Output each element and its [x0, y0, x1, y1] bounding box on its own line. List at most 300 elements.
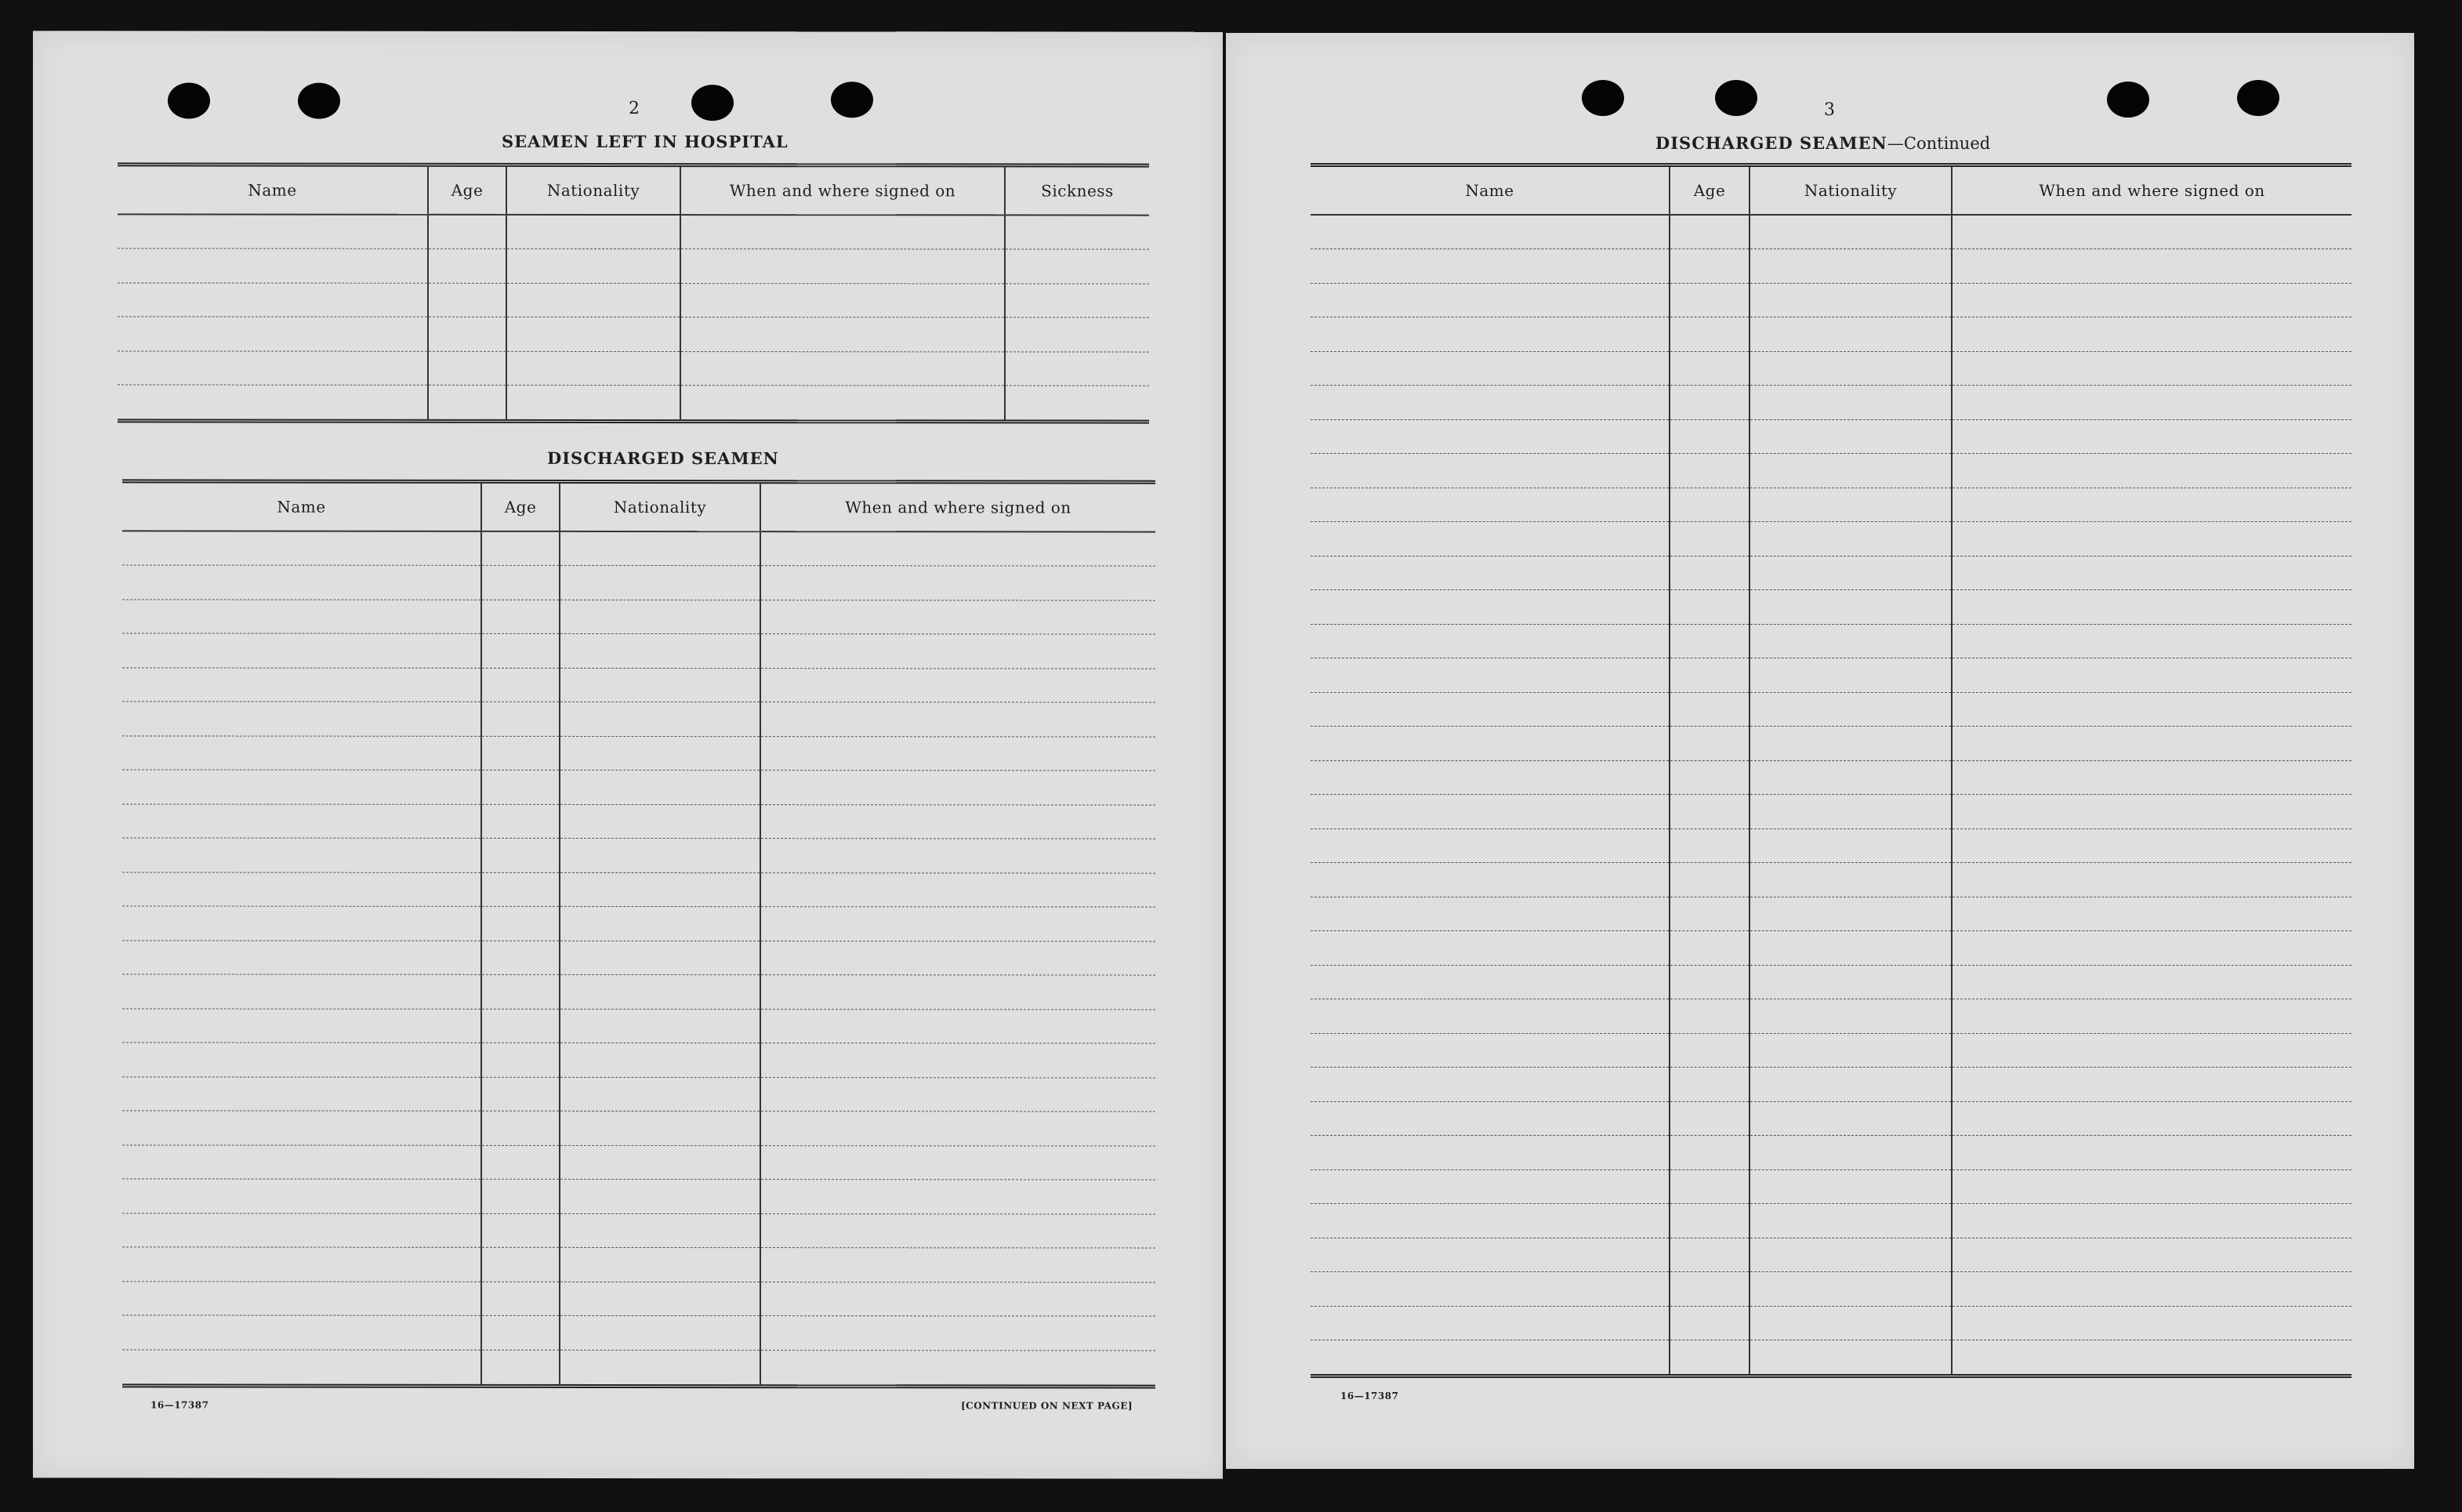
table-row [1311, 1136, 2351, 1170]
column-header-signed-on: When and where signed on [760, 484, 1155, 531]
table-cell [1005, 386, 1149, 420]
table-cell [760, 1009, 1155, 1043]
table-cell [122, 1179, 481, 1213]
table-cell [1952, 1033, 2351, 1068]
table-row [1311, 727, 2351, 761]
table-cell [560, 1247, 760, 1282]
table-cell [1311, 931, 1670, 966]
table-cell [506, 351, 680, 386]
table-cell [1750, 522, 1952, 557]
table-cell [560, 1077, 760, 1111]
form-number: 16—17387 [1340, 1391, 1399, 1401]
table-row [1311, 419, 2351, 454]
table-cell [122, 770, 481, 804]
table-cell [122, 702, 481, 736]
table-cell [680, 386, 1005, 420]
column-header-age: Age [428, 167, 506, 215]
table-cell [760, 702, 1155, 737]
column-header-nationality: Nationality [506, 167, 680, 215]
table-row [122, 770, 1155, 805]
table-cell [1952, 1068, 2351, 1102]
table-cell [118, 317, 428, 351]
table-cell [1311, 999, 1670, 1034]
table-cell [1311, 283, 1670, 317]
table-cell [118, 214, 428, 248]
table-cell [481, 1009, 560, 1043]
table-cell [1750, 1169, 1952, 1204]
table-cell [1750, 1340, 1952, 1375]
table-cell [481, 941, 560, 975]
table-cell [1750, 215, 1952, 249]
column-header-name: Name [1311, 167, 1670, 215]
table-cell [760, 975, 1155, 1010]
table-cell [122, 974, 481, 1009]
table-cell [506, 215, 680, 249]
table-row [122, 1315, 1155, 1351]
table-row [118, 317, 1149, 352]
table-row [1311, 829, 2351, 863]
table-cell [1670, 999, 1750, 1034]
table-cell [481, 1350, 560, 1384]
table-cell [560, 1179, 760, 1213]
table-row [1311, 965, 2351, 999]
table-cell [1952, 317, 2351, 352]
table-cell [680, 249, 1005, 284]
hospital-section-title: SEAMEN LEFT IN HOSPITAL [502, 131, 789, 152]
table-cell [1311, 1169, 1670, 1204]
table-cell [1952, 1306, 2351, 1340]
table-row [122, 531, 1155, 566]
table-row [1311, 658, 2351, 693]
table-cell [1311, 522, 1670, 557]
column-header-age: Age [481, 484, 560, 531]
punch-hole [831, 82, 873, 118]
table-cell [1952, 419, 2351, 454]
table-cell [1750, 999, 1952, 1034]
hospital-table-body [118, 214, 1149, 419]
table-row [1311, 1101, 2351, 1136]
table-cell [506, 248, 680, 283]
table-row [118, 385, 1149, 420]
table-cell [481, 770, 560, 804]
table-cell [481, 1077, 560, 1111]
table-cell [1670, 522, 1750, 557]
table-cell [481, 702, 560, 736]
table-cell [1311, 1033, 1670, 1068]
table-cell [481, 565, 560, 600]
table-cell [560, 804, 760, 839]
table-cell [760, 771, 1155, 805]
table-row [122, 1349, 1155, 1384]
table-cell [560, 1111, 760, 1145]
column-header-age: Age [1670, 167, 1750, 215]
table-row [122, 1213, 1155, 1248]
table-cell [1750, 795, 1952, 829]
table-cell [1750, 624, 1952, 658]
table-cell [1670, 1238, 1750, 1272]
discharged-table-body [122, 531, 1155, 1384]
table-cell [1952, 1238, 2351, 1272]
table-row [1311, 1272, 2351, 1307]
punch-hole [298, 83, 340, 119]
table-cell [560, 531, 760, 566]
table-cell [428, 385, 506, 419]
table-cell [118, 350, 428, 385]
table-row [1311, 215, 2351, 249]
table-cell [760, 1316, 1155, 1351]
table-cell [1750, 965, 1952, 999]
table-row [122, 1042, 1155, 1078]
table-cell [1311, 760, 1670, 795]
table-cell [1670, 727, 1750, 761]
column-header-signed-on: When and where signed on [680, 167, 1005, 215]
table-cell [1311, 351, 1670, 386]
table-cell [1952, 1136, 2351, 1170]
table-row [122, 565, 1155, 600]
table-cell [506, 385, 680, 419]
table-cell [481, 906, 560, 941]
table-cell [481, 1145, 560, 1180]
table-cell [1670, 795, 1750, 829]
discharged-table [122, 479, 1155, 1388]
table-cell [1311, 249, 1670, 284]
table-cell [1670, 488, 1750, 522]
table-cell [1311, 692, 1670, 727]
table-cell [560, 565, 760, 600]
column-header-sickness: Sickness [1005, 167, 1149, 215]
continued-note: [CONTINUED ON NEXT PAGE] [961, 1400, 1133, 1412]
table-cell [1670, 965, 1750, 999]
table-cell [760, 907, 1155, 941]
table-cell [122, 1213, 481, 1247]
table-cell [1750, 1136, 1952, 1170]
table-cell [1311, 590, 1670, 625]
table-cell [1311, 795, 1670, 829]
table-cell [760, 1043, 1155, 1078]
table-row [118, 248, 1149, 284]
table-cell [481, 633, 560, 668]
table-cell [560, 702, 760, 736]
table-header-row [118, 166, 1149, 215]
table-row [1311, 283, 2351, 317]
table-cell [1952, 283, 2351, 317]
table-cell [481, 974, 560, 1009]
punch-hole [168, 82, 210, 118]
table-cell [560, 1315, 760, 1350]
table-row [122, 1144, 1155, 1180]
table-cell [680, 215, 1005, 249]
table-cell [760, 1350, 1155, 1384]
table-cell [481, 1042, 560, 1077]
table-cell [560, 974, 760, 1009]
table-cell [122, 1111, 481, 1145]
table-cell [1670, 454, 1750, 488]
table-cell [1670, 1204, 1750, 1238]
punch-hole [2107, 82, 2149, 118]
table-cell [1750, 1204, 1952, 1238]
discharged-continued-table [1311, 163, 2351, 1378]
table-cell [560, 633, 760, 668]
table-cell [118, 248, 428, 283]
table-cell [1952, 215, 2351, 249]
table-cell [122, 1349, 481, 1383]
table-cell [760, 1145, 1155, 1180]
table-cell [560, 906, 760, 941]
table-row [122, 1111, 1155, 1146]
table-cell [1750, 1306, 1952, 1340]
table-cell [1005, 215, 1149, 249]
table-cell [1670, 760, 1750, 795]
table-cell [1670, 829, 1750, 863]
table-cell [1952, 386, 2351, 420]
table-cell [122, 940, 481, 974]
table-cell [1952, 556, 2351, 590]
table-cell [1750, 829, 1952, 863]
table-cell [1670, 692, 1750, 727]
table-header-row [1311, 167, 2351, 215]
table-row [1311, 590, 2351, 625]
table-cell [481, 600, 560, 634]
table-cell [1750, 249, 1952, 284]
table-cell [760, 736, 1155, 771]
form-number: 16—17387 [150, 1399, 209, 1411]
table-cell [122, 872, 481, 906]
table-cell [1670, 1272, 1750, 1307]
table-cell [560, 600, 760, 634]
table-cell [122, 1008, 481, 1042]
table-cell [1670, 351, 1750, 386]
table-cell [1311, 1340, 1670, 1375]
page-number: 3 [1824, 100, 1835, 120]
table-cell [428, 351, 506, 386]
table-cell [680, 317, 1005, 352]
table-row [118, 214, 1149, 249]
table-cell [428, 248, 506, 283]
table-cell [1952, 454, 2351, 488]
table-cell [1750, 931, 1952, 966]
table-cell [1952, 249, 2351, 284]
table-cell [1670, 1169, 1750, 1204]
table-cell [1311, 419, 1670, 454]
table-cell [1670, 658, 1750, 693]
punch-hole [2237, 80, 2279, 116]
table-cell [1670, 386, 1750, 420]
table-row [1311, 760, 2351, 795]
table-cell [481, 1179, 560, 1213]
table-row [1311, 692, 2351, 727]
table-cell [760, 600, 1155, 634]
table-cell [1670, 931, 1750, 966]
left-page [33, 31, 1223, 1478]
table-row [122, 633, 1155, 669]
hospital-table [118, 162, 1149, 423]
table-cell [1750, 1238, 1952, 1272]
table-cell [1311, 317, 1670, 352]
table-cell [760, 1111, 1155, 1146]
table-cell [1750, 590, 1952, 625]
table-row [1311, 317, 2351, 352]
punch-hole [691, 85, 734, 121]
table-cell [760, 804, 1155, 839]
table-row [122, 1247, 1155, 1282]
table-cell [1952, 488, 2351, 522]
table-cell [1670, 1033, 1750, 1068]
table-row [1311, 795, 2351, 829]
table-cell [1750, 658, 1952, 693]
table-cell [1952, 590, 2351, 625]
table-row [122, 702, 1155, 737]
table-row [122, 838, 1155, 873]
table-cell [760, 531, 1155, 566]
table-cell [1750, 1068, 1952, 1102]
table-cell [1311, 897, 1670, 931]
table-cell [1750, 454, 1952, 488]
table-cell [481, 1282, 560, 1316]
table-cell [118, 385, 428, 419]
table-cell [122, 906, 481, 941]
table-cell [1952, 999, 2351, 1034]
table-cell [428, 283, 506, 317]
table-cell [122, 1281, 481, 1315]
table-cell [481, 736, 560, 771]
table-row [122, 1076, 1155, 1111]
table-cell [760, 1282, 1155, 1316]
table-cell [1952, 1169, 2351, 1204]
table-cell [1670, 624, 1750, 658]
table-cell [1952, 727, 2351, 761]
table-row [1311, 931, 2351, 966]
table-row [1311, 1340, 2351, 1375]
table-cell [1311, 658, 1670, 693]
table-cell [680, 283, 1005, 317]
table-cell [760, 1248, 1155, 1282]
table-cell [122, 1247, 481, 1282]
table-cell [506, 317, 680, 351]
table-row [1311, 1238, 2351, 1272]
table-cell [1952, 897, 2351, 931]
punch-hole [1582, 80, 1624, 116]
table-cell [1311, 1306, 1670, 1340]
table-cell [1750, 488, 1952, 522]
table-row [1311, 454, 2351, 488]
table-cell [760, 872, 1155, 907]
table-row [1311, 863, 2351, 897]
continued-suffix: —Continued [1887, 134, 1991, 153]
table-cell [1311, 624, 1670, 658]
punch-hole [1715, 80, 1757, 116]
table-cell [1750, 863, 1952, 897]
table-cell [1670, 1340, 1750, 1375]
table-cell [1952, 1340, 2351, 1375]
table-row [118, 350, 1149, 386]
table-cell [560, 872, 760, 907]
table-row [122, 803, 1155, 839]
table-cell [122, 803, 481, 838]
table-cell [1311, 1204, 1670, 1238]
table-cell [1952, 829, 2351, 863]
column-header-nationality: Nationality [560, 484, 760, 531]
table-row [1311, 1204, 2351, 1238]
table-cell [1311, 863, 1670, 897]
table-cell [1952, 658, 2351, 693]
table-cell [122, 838, 481, 872]
table-cell [506, 283, 680, 317]
table-row [122, 667, 1155, 702]
column-header-signed-on: When and where signed on [1952, 167, 2351, 215]
table-cell [1670, 897, 1750, 931]
table-cell [1005, 283, 1149, 317]
table-row [122, 872, 1155, 907]
table-cell [760, 566, 1155, 600]
table-cell [1952, 624, 2351, 658]
table-cell [481, 838, 560, 872]
table-row [1311, 556, 2351, 590]
table-cell [1952, 795, 2351, 829]
table-cell [122, 667, 481, 702]
table-cell [1750, 351, 1952, 386]
table-cell [1952, 965, 2351, 999]
table-cell [1750, 692, 1952, 727]
table-cell [560, 1282, 760, 1316]
table-row [122, 940, 1155, 975]
table-cell [1750, 419, 1952, 454]
table-cell [122, 735, 481, 770]
table-cell [560, 838, 760, 872]
table-cell [1750, 386, 1952, 420]
table-cell [1750, 317, 1952, 352]
table-cell [560, 1042, 760, 1077]
table-cell [481, 872, 560, 907]
table-cell [760, 668, 1155, 702]
table-row [122, 1008, 1155, 1043]
table-cell [1005, 317, 1149, 352]
table-cell [1670, 1101, 1750, 1136]
table-cell [1952, 1204, 2351, 1238]
table-cell [760, 839, 1155, 873]
table-row [1311, 999, 2351, 1034]
table-cell [1311, 1068, 1670, 1102]
table-cell [760, 1213, 1155, 1248]
table-cell [1311, 556, 1670, 590]
table-row [122, 974, 1155, 1010]
table-row [1311, 522, 2351, 557]
table-cell [428, 317, 506, 351]
table-cell [122, 531, 481, 565]
table-cell [1311, 215, 1670, 249]
table-cell [760, 1077, 1155, 1111]
table-cell [428, 215, 506, 249]
table-cell [1670, 1136, 1750, 1170]
table-cell [560, 1009, 760, 1043]
table-cell [1670, 419, 1750, 454]
continued-table-body [1311, 215, 2351, 1374]
table-row [1311, 249, 2351, 284]
table-cell [1670, 215, 1750, 249]
table-cell [1311, 1238, 1670, 1272]
table-row [1311, 624, 2351, 658]
table-cell [1750, 283, 1952, 317]
table-cell [560, 941, 760, 975]
table-cell [1750, 727, 1952, 761]
column-header-nationality: Nationality [1750, 167, 1952, 215]
table-cell [1311, 1136, 1670, 1170]
discharged-section-title: DISCHARGED SEAMEN [547, 448, 779, 469]
table-cell [481, 1213, 560, 1248]
table-row [118, 282, 1149, 317]
column-header-name: Name [122, 483, 481, 531]
table-cell [481, 1247, 560, 1282]
table-cell [1670, 1306, 1750, 1340]
